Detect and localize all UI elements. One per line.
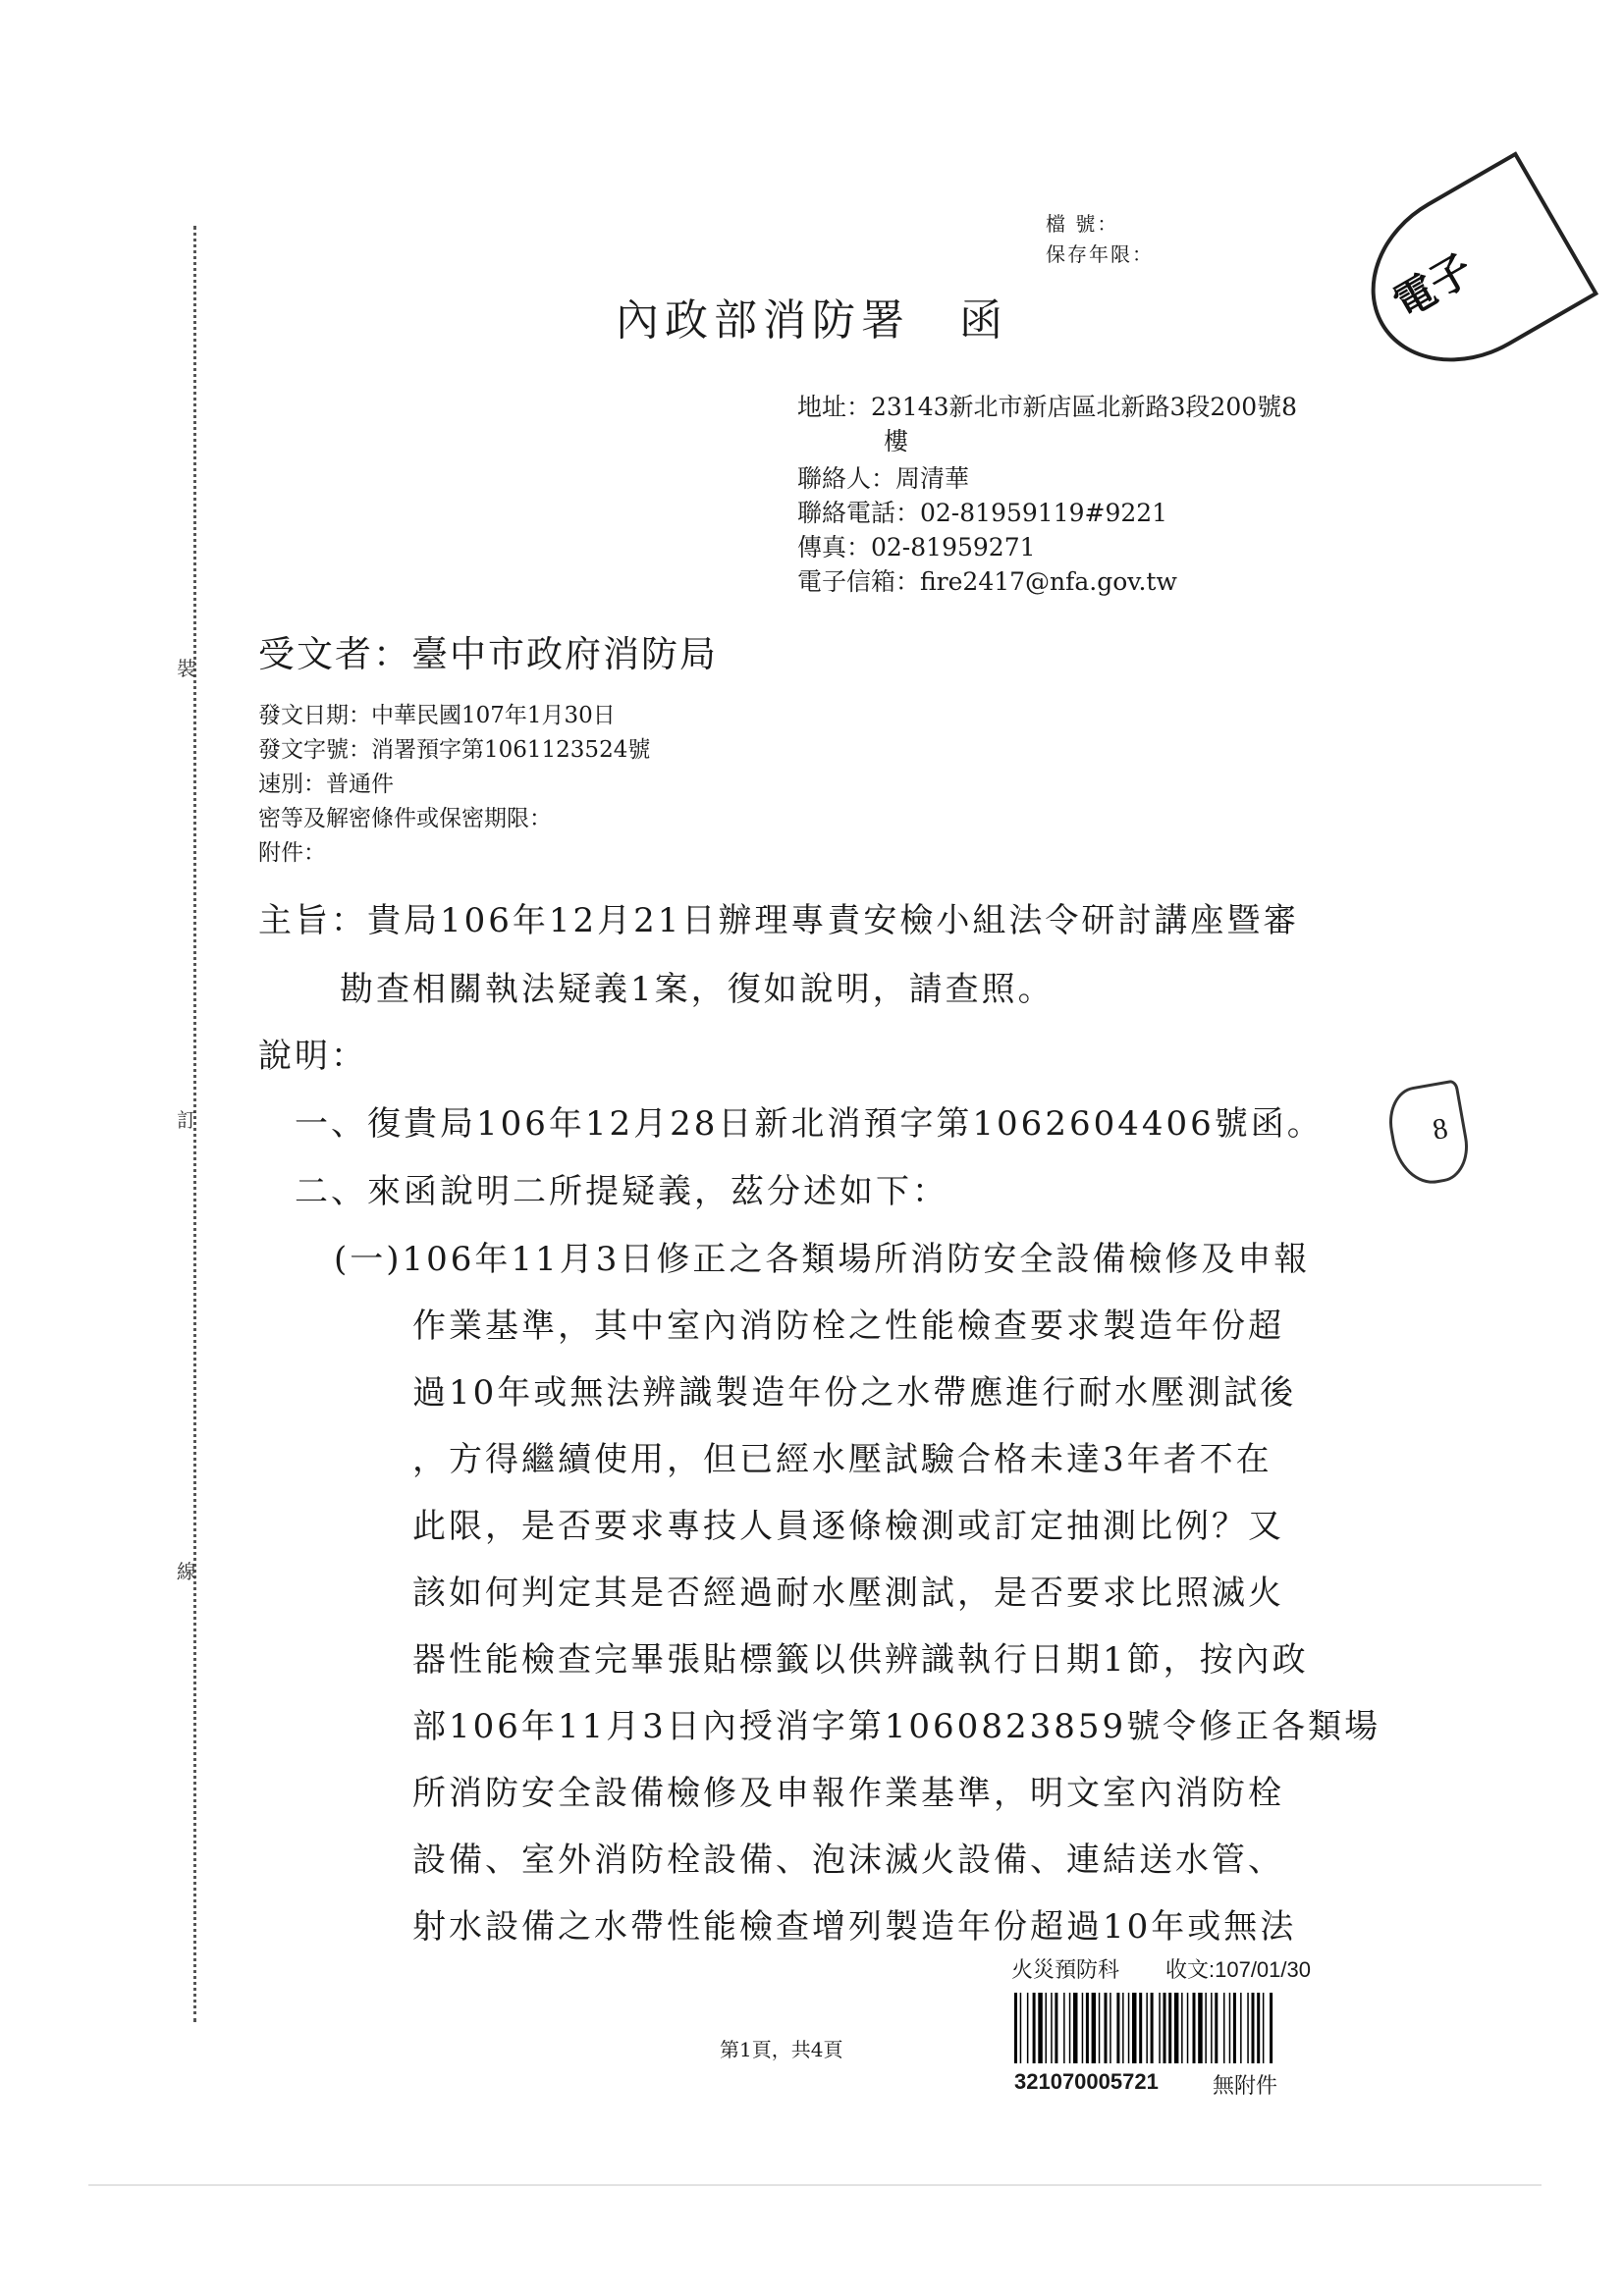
barcode-bar [1247,1993,1249,2063]
issue-date: 發文日期：中華民國107年1月30日 [258,703,616,728]
page-number: 第1頁，共4頁 [720,2038,843,2061]
barcode-bar [1122,1993,1124,2063]
binding-mark-middle: 訂 [177,1108,196,1132]
barcode-bar [1110,1993,1111,2063]
barcode-bar [1139,1993,1142,2063]
barcode-bar [1099,1993,1101,2063]
binding-mark-top: 裝 [177,657,196,680]
barcode-bar [1014,1993,1017,2063]
binding-mark-bottom: 線 [177,1560,196,1583]
page-seal-stamp [1383,1079,1474,1190]
barcode-bar [1270,1993,1272,2063]
barcode-bar [1252,1993,1255,2063]
explanation-item-1: 一、復貴局106年12月28日新北消預字第1062604406號函。 [295,1104,1324,1144]
barcode-bar [1211,1993,1213,2063]
barcode-bar [1073,1993,1078,2063]
sub-item-1-line-9: 所消防安全設備檢修及申報作業基準，明文室內消防栓 [412,1774,1284,1813]
barcode-bar [1187,1993,1189,2063]
barcode-bar [1263,1993,1265,2063]
barcode-bar [1038,1993,1043,2063]
sub-item-1-line-11: 射水設備之水帶性能檢查增列製造年份超過10年或無法 [412,1907,1297,1947]
subject-line-1: 主旨：貴局106年12月21日辦理專責安檢小組法令研討講座暨審 [258,901,1300,940]
barcode-bar [1229,1993,1231,2063]
barcode-bar [1051,1993,1053,2063]
contact-fax: 傳真：02-81959271 [797,533,1036,561]
file-number-label: 檔 號： [1046,212,1119,236]
barcode-bar [1223,1993,1225,2063]
stamp-text: 電子 [1384,244,1481,328]
barcode-bar [1159,1993,1161,2063]
barcode-bar [1164,1993,1166,2063]
electronic-receipt-stamp [1339,151,1598,396]
barcode-bar [1240,1993,1242,2063]
barcode-bar [1146,1993,1148,2063]
barcode-bar [1168,1993,1171,2063]
barcode-bar [1082,1993,1084,2063]
barcode-bar [1215,1993,1218,2063]
barcode-bar [1055,1993,1057,2063]
barcode-bar [1116,1993,1119,2063]
attachment-note: 無附件 [1213,2073,1278,2098]
barcode [1014,1993,1338,2063]
explanation-heading: 說明： [258,1037,367,1076]
security-level: 密等及解密條件或保密期限： [258,806,552,831]
attachments: 附件： [258,840,326,866]
receipt-barcode-label [1011,1953,1345,2125]
subject-line-2: 勘查相關執法疑義1案，復如說明，請查照。 [340,970,1055,1009]
barcode-bar [1020,1993,1022,2063]
barcode-bar [1027,1993,1029,2063]
barcode-bar [1181,1993,1183,2063]
barcode-bar [1174,1993,1179,2063]
barcode-bar [1193,1993,1196,2063]
barcode-bar [1046,1993,1048,2063]
barcode-bar [1128,1993,1130,2063]
sub-item-1-line-7: 器性能檢查完畢張貼標籤以供辨識執行日期1節，按內政 [412,1640,1309,1680]
sub-item-1-line-10: 設備、室外消防栓設備、泡沫滅火設備、連結送水管、 [412,1841,1284,1880]
barcode-bar [1092,1993,1097,2063]
sub-item-1-line-8: 部106年11月3日內授消字第1060823859號令修正各類場 [412,1707,1381,1746]
barcode-bar [1257,1993,1260,2063]
delivery-speed: 速別：普通件 [258,772,394,797]
barcode-bar [1105,1993,1108,2063]
sub-item-1-line-1: (一)106年11月3日修正之各類場所消防安全設備檢修及申報 [334,1240,1311,1279]
sender-address-cont: 樓 [884,427,909,455]
recipient: 受文者：臺中市政府消防局 [258,633,718,675]
sender-address: 地址：23143新北市新店區北新路3段200號8 [797,393,1298,421]
scan-edge-line [88,2184,1542,2186]
barcode-bar [1132,1993,1137,2063]
receipt-department: 火災預防科 [1011,1957,1120,1982]
sub-item-1-line-3: 過10年或無法辨識製造年份之水帶應進行耐水壓測試後 [412,1373,1297,1413]
sub-item-1-line-5: 此限，是否要求專技人員逐條檢測或訂定抽測比例？又 [412,1507,1284,1546]
barcode-number: 321070005721 [1014,2069,1159,2094]
explanation-item-2: 二、來函說明二所提疑義，茲分述如下： [295,1172,948,1211]
sub-item-1-line-2: 作業基準，其中室內消防栓之性能檢查要求製造年份超 [412,1307,1284,1346]
retention-period-label: 保存年限： [1046,242,1154,266]
barcode-bar [1198,1993,1203,2063]
document-title: 內政部消防署 函 [616,295,1008,346]
seal-number: 8 [1430,1111,1451,1147]
barcode-bar [1233,1993,1236,2063]
barcode-bar [1033,1993,1036,2063]
sub-item-1-line-4: ，方得繼續使用，但已經水壓試驗合格未達3年者不在 [412,1440,1272,1479]
receipt-date: 收文:107/01/30 [1165,1957,1311,1982]
contact-person: 聯絡人：周清華 [797,464,970,493]
issue-number: 發文字號：消署預字第1061123524號 [258,737,651,763]
barcode-bar [1151,1993,1154,2063]
barcode-bar [1063,1993,1065,2063]
barcode-bar [1205,1993,1207,2063]
sub-item-1-line-6: 該如何判定其是否經過耐水壓測試，是否要求比照滅火 [412,1574,1284,1613]
contact-phone: 聯絡電話：02-81959119#9221 [797,499,1168,527]
barcode-bar [1086,1993,1089,2063]
contact-email: 電子信箱：fire2417@nfa.gov.tw [797,567,1177,596]
barcode-bar [1069,1993,1071,2063]
